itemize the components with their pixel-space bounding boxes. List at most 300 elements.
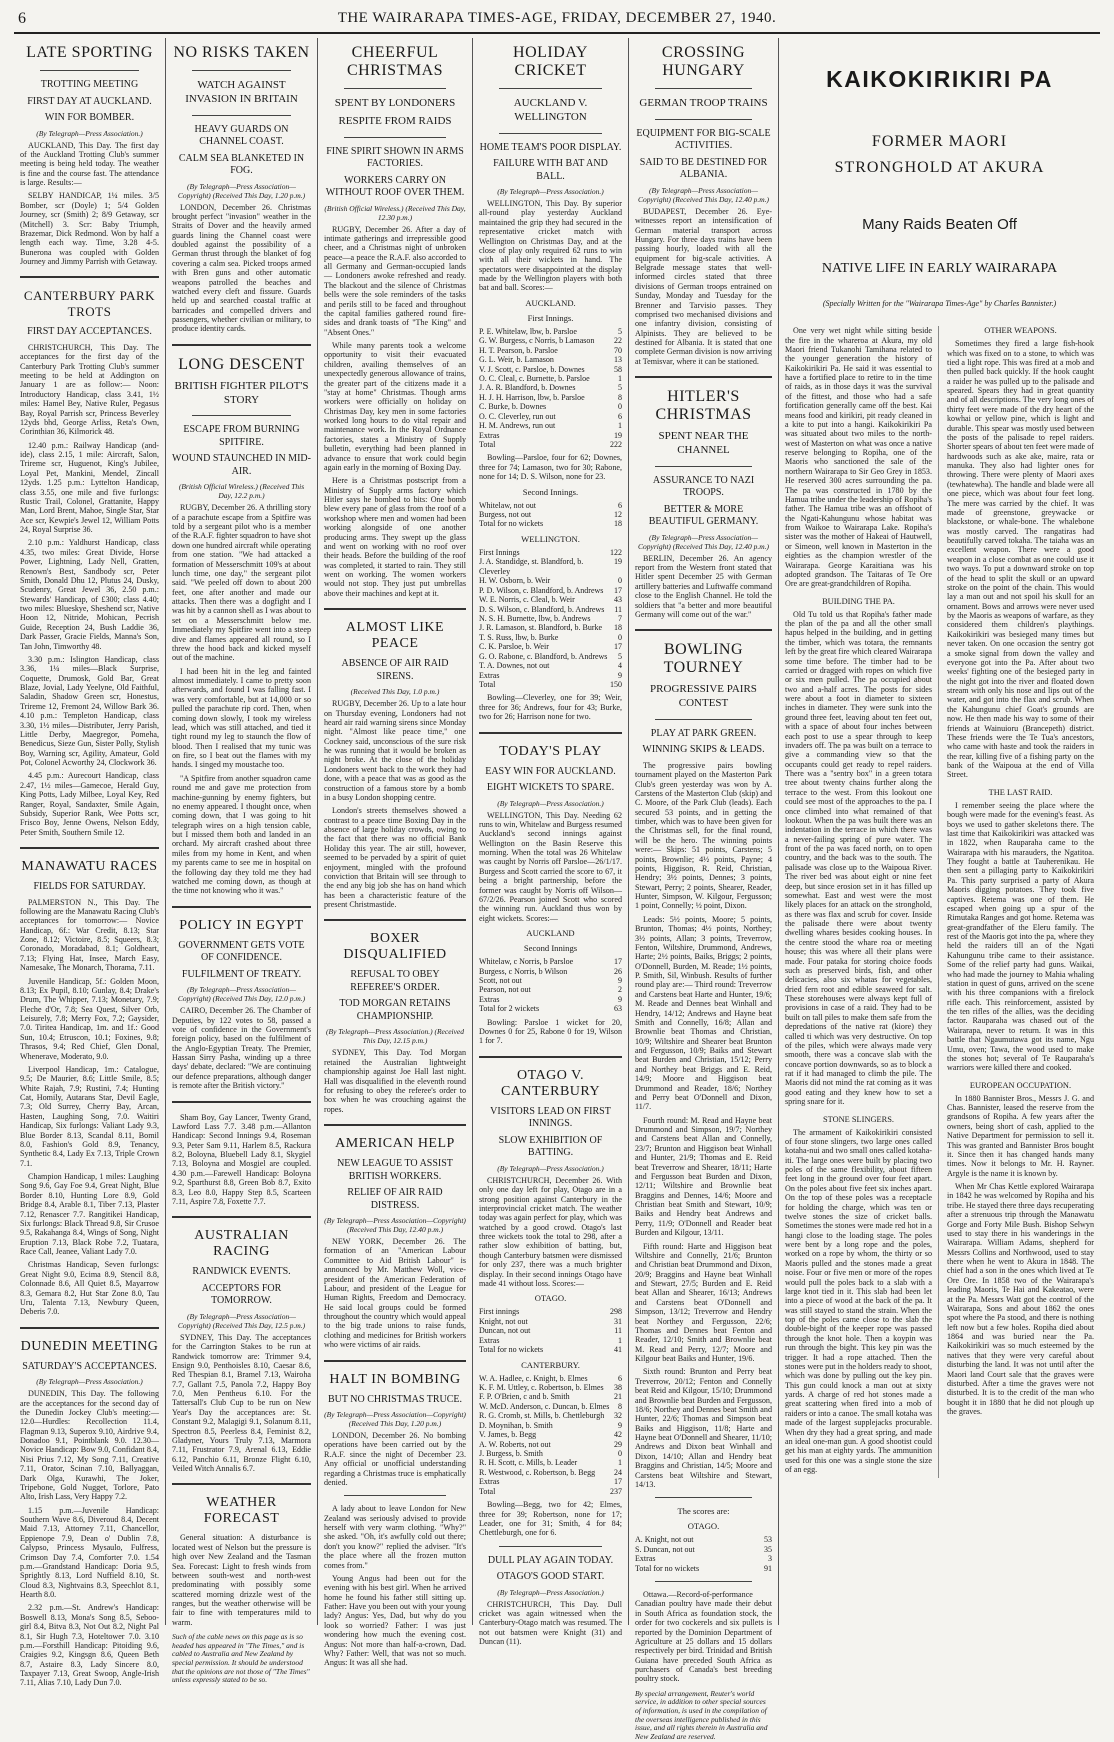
divider <box>324 1360 466 1362</box>
score-row <box>479 642 622 651</box>
newspaper-title: THE WAIRARAPA TIMES-AGE, FRIDAY, DECEMBER 27, 1940. <box>337 10 777 26</box>
subhead: REFUSAL TO OBEY REFEREE'S ORDER. <box>350 969 440 993</box>
wire-credit: (By Telegraph—Press Association.) (Received This Day, 12.15 p.m.) <box>325 1027 465 1046</box>
divider <box>635 629 772 631</box>
divider <box>172 1216 311 1218</box>
score-row <box>479 1430 622 1439</box>
subhead: GERMAN TROOP TRAINS <box>639 97 768 109</box>
score-value: 5 <box>618 383 622 393</box>
score-value: 29 <box>614 1439 622 1449</box>
score-value: 1 <box>618 1335 622 1345</box>
score-row <box>479 1458 622 1467</box>
footnote: By special arrangement, Reuter's world service, in addition to other special sources of information, is used in the compilation of the overseas intelligence published in this issue, and all rights therein in Australia and New Zealand are reserved. <box>635 1688 768 1741</box>
article-paragraph: Bowling—Parsloe, four for 62; Downes, three for 74; Lamason, two for 30; Rabone, none for 14; D. S. Wilson, none for 23. <box>479 453 622 482</box>
score-row <box>479 431 622 440</box>
score-value: 53 <box>764 1535 772 1545</box>
score-value: 9 <box>618 1420 622 1430</box>
innings-heading: Second Innings. <box>522 486 579 497</box>
subhead: HOME TEAM'S POOR DISPLAY. <box>479 141 622 153</box>
article-paragraph: BERLIN, December 26. An agency report from the Western front stated that Hitler spent December 25 with German artillery batteries and Luftwaffe command close to the English Channel. He told the soldiers that "a better and more beautiful Germany will come out of the war." <box>635 553 772 619</box>
column-holiday-cricket <box>473 38 629 1647</box>
score-value: 8 <box>618 392 622 402</box>
article-paragraph: CHRISTCHURCH, December 26. With only one day left for play, Otago are in a strong position against Canterbury in the interprovincial cricket match. The weather today was again perfect for play, which was watched by a good crowd. Otago's last three wickets took the total to 298, after a rather slow exhibition of batting, but, though Canterbury batsmen were dismissed for only 237, there was a much brighter display. In their second innings Otago have made 41 without loss. Scores:— <box>479 1175 622 1288</box>
score-name: P. D. Wilson, c. Blandford, b. Andrews <box>479 585 604 595</box>
section-heading: BUILDING THE PA. <box>822 596 895 606</box>
score-name: First Innings <box>479 547 520 557</box>
article-paragraph: Here is a Christmas postscript from a Ministry of Supply arms factory which Hitler says he bombed to bits: One bomb blew every pane of glass from the roof of a workshop where men and women had been working alongside of one another producing arms. They swept up the glass and went on working with no roof over their heads. Before the building of the roof was completed, it started to rain. They still went on working. The women workers would not stop. They just put umbrellas above their machines and kept at it. <box>324 476 466 598</box>
score-name: J. R. Lamason, st. Blandford, b. Burke <box>479 623 603 633</box>
score-row <box>479 1336 622 1345</box>
score-name: Burgess, not out <box>479 510 532 519</box>
score-name: Total for 2 wickets <box>479 1004 540 1014</box>
divider <box>655 1581 752 1582</box>
score-value: 41 <box>614 1345 622 1355</box>
score-name: O. C. Cleverley, run out <box>479 411 556 421</box>
headline-canterbury-park: CANTERBURY PARK TROTS <box>23 288 156 320</box>
article-paragraph: General situation: A disturbance is located west of Nelson but the pressure is high over New Zealand and the Tasman Sea. Forecast: Light to fresh winds from between south-west and north-west predominating with possibly some scattered morning drizzle west of the ranges, but the weather otherwise will be fair to fine with temperatures mild to warm. <box>172 1533 311 1627</box>
score-row <box>479 614 622 623</box>
subhead: RESPITE FROM RAIDS <box>338 114 452 127</box>
article-paragraph: Juvenile Handicap, 5f.: Golden Moon, 8.13; Ex Pupil, 8.10; Gunlay, 8.4; Drake's Drum, The Whipper, 7.13; Monetary, 7.9; Fleche d'Or, 7.8; Sea Quest, Silver Orb, Leisurely, 7.8; Merry Fox, 7.2; Gaysider, 7.0. Tiritea Handicap, 1m. and 1f.: Good Sun, 10.4; Etruscon, 10.1; Foxines, 9.8; Thrasos, 9.4; Red Chief, Glen Donal, Whenerave, Moderato, 9.0. <box>20 976 159 1061</box>
wire-credit: (By Telegraph—Press Association.) <box>36 128 143 138</box>
article-paragraph: RUGBY, December 26. Up to a late hour on Thursday evening, Londoners had not heard air raid warning sirens since Monday night. "Almost like peace time," one Cockney said, unconscious of the sure risk he was running that it would be broken as night broke. At the close of the holiday Londoners went back to the work they had done, with a peace that was as good as the construction of a famous store by a bomb in a busy London shopping centre. <box>324 699 466 802</box>
article-paragraph: DUNEDIN, This Day. The following are the acceptances for the second day of the Dunedin Jockey Club's meeting:— 12.0—Hurdles: Recollection 11.4, Flagman 9.13, Superox 9.10, Airdrive 9.4, Donadoo 9.1, Pointblank 9.0. 12.30—Novice Handicap: Bow 9.0, Confidant 8.4, Nisi Prius 7.12, My Song 7.11, Creative 7.11, Orator, Scinan 7.10, Ballyaggan, Dark Olga, Kurawhi, The Joker, Tripebone, Gold Nugget, Torlore, Pato Alto, Irish Lass, Very Happy 7.2. <box>20 1389 159 1502</box>
subhead: SLOW EXHIBITION OF BATTING. <box>498 1134 603 1159</box>
subhead: DULL PLAY AGAIN TODAY. <box>487 1554 614 1566</box>
subhead: FIRST DAY AT AUCKLAND. <box>27 95 152 107</box>
scorecard <box>479 548 622 690</box>
headline-kaikokirikiri-pa: KAIKOKIRIKIRI PA <box>826 66 1053 92</box>
article-paragraph: SELBY HANDICAP, 1¼ miles. 3/5 Bomber, scr (Doyle) 1; 5/4 Golden Journey, scr (Smith) 2; 8/9 Getaway, scr (Mitchell) 3. Scr: Baby Triumph, Brazemar, Dick Redmond. Won by half a length each way. Time, 3.28 4-5. Bunerona was coupled with Golden Journey and Jimmy Parrish with Getaway. <box>20 191 159 266</box>
divider <box>655 88 752 89</box>
score-value: 26 <box>614 966 622 976</box>
scorecard <box>479 501 622 529</box>
divider <box>192 415 291 416</box>
score-name: Extras <box>479 430 500 440</box>
score-value: 6 <box>618 411 622 421</box>
score-name: Duncan, not out <box>479 1326 531 1336</box>
score-row <box>479 1374 622 1383</box>
subhead: ESCAPE FROM BURNING SPITFIRE. <box>183 424 300 448</box>
score-value: 1 <box>618 373 622 383</box>
score-value: 1 <box>618 1458 622 1468</box>
scorecard <box>479 1307 622 1354</box>
article-paragraph: CHRISTCHURCH, This Day. The acceptances for the first day of the Canterbury Park Trotting Club's summer meeting to be held at Addington on January 1 are as follow:— Noon: Introductory Handicap, class 3.41, 1½ miles: Hamel Bey, Native Ruler, Pegasus Bay, Royal Parrish scr, Princess Beverley 12yds bhd, George Arliss, Reta's Own, Corinthian 36, Kilmorick 48. <box>20 342 159 437</box>
section-heading: OTHER WEAPONS. <box>984 326 1057 336</box>
wire-credit: (By Telegraph—Press Association—Copyright) (Received This Day, 12.0 p.m.) <box>177 985 306 1004</box>
score-row <box>479 1487 622 1496</box>
score-name: N. S. H. Burnette, lbw, b. Andrews <box>479 613 591 623</box>
headline-cheerful-christmas: CHEERFUL CHRISTMAS <box>346 44 444 79</box>
scorecard <box>635 1535 772 1573</box>
score-value: 17 <box>614 585 622 595</box>
article-paragraph: Liverpool Handicap, 1m.: Catalogue, 9.5; De Maurier, 8.6; Little Smile, 8.5; White Rajah, 7.9; Rustini, 7.4; Hunting Cat, Homily, Autarans Star, Devil Eagle, 7.3; Old Surrey, Cherry Bay, Arcan, Hasten, Laughing Song, 7.0. Waitiri Handicap, Six furlongs: Valiant Lady 9.3, Blue Border 8.13, Scandal 8.11, Bomil 8.0, Fashion's Gold 8.9, Tenancy, Synthetic 8.4, Lady Ex 7.13, Triple Crown 7.1. <box>20 1064 159 1168</box>
divider <box>655 1497 752 1498</box>
wire-credit: (By Telegraph—Press Association—Copyright) (Received This Day, 1.20 p.m.) <box>324 1410 466 1428</box>
score-row <box>479 355 622 364</box>
score-name: G. W. Burgess, c Norris, b Lamason <box>479 336 595 346</box>
score-value: 0 <box>618 576 622 586</box>
score-row <box>479 1477 622 1486</box>
score-row <box>479 346 622 355</box>
article-paragraph: Champion Handicap, 1 miles: Laughing Song 9.6, Gay Foe 9.4, Great Night, Blue Border 8.10, Hunting Lore 8.9, Gold Bridge 8.4, Arable 8.1, Tiber 7.13, Plaster 7.12, Renascer 7.7. Rangitikei Handicap, Six furlongs: Black Thread 9.8, Sir Crusoe 9.5, Rakahanga 8.4, Wings of Song, Night Eruption 7.13, Black Robe 7.2, Tuatara, Race Call, Jeanee, Valiant Lady 7.0. <box>20 1172 159 1256</box>
divider <box>20 847 159 849</box>
divider <box>499 133 602 134</box>
article-paragraph: Christmas Handicap, Seven furlongs: Great Night 9.0, Ecima 8.9, Stencil 8.8, Colonnade 8.6, All Quiet 8.5, Mayarrow 8.3, Gemara 8.2, Hut Star Zone 8.0, Tau Uru, Talenta 7.13, Newbury Queen, Deberis 7.0. <box>20 1260 159 1317</box>
score-row <box>479 327 622 336</box>
feature-body <box>785 326 1094 1478</box>
article-paragraph: CAIRO, December 26. The Chamber of Deputies, by 122 votes to 58, passed a vote of confidence in the Government's foreign policy, based on the fulfilment of the Anglo-Egyptian Treaty. The Premier, Hassan Sirry Pasha, winding up a three days' debate, declared: "We are continuing our defence preparations, although danger is remote after the British victory." <box>172 1006 311 1091</box>
score-value: 6 <box>618 1373 622 1383</box>
score-row <box>479 383 622 392</box>
article-paragraph: Bowling: Parsloe 1 wicket for 20, Downes 0 for 25, Rabone 0 for 19, Wilson 1 for 7. <box>479 1017 622 1046</box>
subhead: FAILURE WITH BAT AND BALL. <box>493 158 608 182</box>
score-value: 9 <box>618 975 622 985</box>
score-row <box>479 510 622 519</box>
subhead: BETTER & MORE BEAUTIFUL GERMANY. <box>648 503 759 528</box>
column-late-sporting <box>14 38 166 1688</box>
team-heading: OTAGO. <box>534 1293 567 1304</box>
page-number: 6 <box>18 10 27 27</box>
divider <box>635 376 772 378</box>
subhead: WIN FOR BOMBER. <box>44 112 135 123</box>
score-row <box>479 1307 622 1316</box>
divider <box>344 88 446 89</box>
subhead: AUCKLAND V. WELLINGTON <box>513 97 588 123</box>
subhead: EQUIPMENT FOR BIG-SCALE ACTIVITIES. <box>636 127 771 152</box>
scores-label: The scores are: <box>677 1506 730 1517</box>
subhead: PROGRESSIVE PAIRS CONTEST <box>650 683 757 709</box>
headline-policy-in-egypt: POLICY IN EGYPT <box>179 917 304 933</box>
headline-long-descent: LONG DESCENT <box>178 355 305 373</box>
score-value: 4 <box>618 661 622 671</box>
divider <box>192 70 291 71</box>
divider <box>192 115 291 116</box>
divider <box>40 70 139 71</box>
article-paragraph: 1.15 p.m.—Juvenile Handicap: Southern Wave 8.6, Diveroud 8.4, Decent Maid 7.13, Attorney 7.11, Chancellor, Eppienope 7.9, Dean o' Dublin 7.8, Calypso, Princess Mysaulo, Fulfress, Crimson Day 7.4, Comforter 7.0. 1.54 p.m.—Grandstand Handicap: Doria 9.5, Sprightly 8.13, Lord Nuffield 8.10, St. Cloud 8.3, Nightvains 8.3, Speechlot 8.1, Hearth 8.0. <box>20 1505 159 1599</box>
team-heading: AUCKLAND <box>526 928 575 939</box>
article-paragraph: One very wet night while sitting beside the fire in the whareroa at Akura, my old Maori friend Tukanohi Tamihana related to the younger generation the history of Kaikokirikiri Pa. He said it was essential to have a fortified place to retire to in the time of raids, as in those days it was the survival of the fittest, and those who had a safe fortification generally came off the best. Kai means food and kirikiri, pit ready cleaned in a kite to put into a hangi. Kaikokirikiri Pa was situated about two miles to the north-west of Masterton on what was once a native reserve belonging to Ropiha, one of the Maoris who sanctioned the sale of the northern Wairarapa to Sir Geo Grey in 1853. He reserved 300 acres surrounding the pa. The pa was constructed in 1780 by the Hamua tribe under the leadership of Ropiha's father. The Hamua tribe was an offshoot of the Ngati-Kahungunu whose habitat was from Waikoe to Wairarapa Lake. Ropiha's sister was the mother of Hakeai of Hautwell, or Simeon, well known in Masterton in the eighties as the champion wrestler of the Wairarapa. George Karaitiana was his adopted grandson. The Taitaras of Te Ore Ore are great-grandchildren of Ropiha. <box>785 326 932 589</box>
score-value: 38 <box>614 1382 622 1392</box>
article-paragraph: Bowling—Begg, two for 42; Elmes, three for 39; Robertson, none for 17; Leader, one for 31; Smith, 4 for 84; Chettleburgh, one for 6. <box>479 1500 622 1538</box>
score-value: 18 <box>614 519 622 529</box>
article-paragraph: NEW YORK, December 26. The formation of an "American Labour Committee to Aid British Labour" is announced by Mr. Matthew Woll, vice-president of the American Federation of Labour, and president of the League for Human Rights, Freedom and Democracy. He said local groups could be formed throughout the country which would appeal to the big trade unions to raise funds, clothing and medicines for British workers who were victims of air raids. <box>324 1237 466 1350</box>
score-row <box>479 652 622 661</box>
subhead: BRITISH FIGHTER PILOT'S STORY <box>174 379 309 406</box>
score-value: 0 <box>618 632 622 642</box>
score-value: 237 <box>610 1486 622 1496</box>
score-row <box>479 365 622 374</box>
article-paragraph: WELLINGTON, This Day. Needing 62 runs to win, Whitelaw and Burgess resumed Auckland's second innings against Wellington on the Basin Reserve this morning. When the total was 26 Whitelaw was caught by Norris off Parsloe—26/1/17. Burgess and Scott carried the score to 67, it being a bright partnership, before the former was caught by Norris off Wilson—67/2/26. Pearson joined Scott who scored the winning run. Auckland thus won by eight wickets. Scores:— <box>479 810 622 923</box>
article-paragraph: While many parents took a welcome opportunity to visit their evacuated children, availing themselves of an unexpectedly generous allowance of trains, the greater part of the citizens made it a "stay at home" Christmas. Though arms workers were officially on holiday on Christmas Day, key men in some factories worked long hours to do vital repair and maintenance work. In the Royal Ordnance factories, states a Ministry of Supply bulletin, everything had been planned in advance to ensure that work could begin again early in the morning of Boxing Day. <box>324 341 466 472</box>
score-row <box>479 393 622 402</box>
headline-australian-racing: AUSTRALIAN RACING <box>194 1228 289 1260</box>
article-paragraph: PALMERSTON N., This Day. The following are the Manawatu Racing Club's acceptances for tomorrow:— Novice Handicap, 6f.: War Credit, 8.13; Star Zone, 8.12; Victoire, 8.5; Squeers, 8.3; Coronado, Moradabad, 8.1; Goldheart, 7.13; Flying Hat, Insee, March Easy, Namesake, The Monarch, Thorama, 7.11. <box>20 897 159 973</box>
score-row <box>635 1535 772 1544</box>
score-value: 11 <box>614 1326 622 1336</box>
headline-many-raids: Many Raids Beaten Off <box>862 216 1017 234</box>
article-paragraph: SYDNEY, This Day. Tod Morgan retained the Australian lightweight championship against Joe Hall last night. Hall was disqualified in the eleventh round for refusing to obey the referee's order to box when he was crouching against the ropes. <box>324 1048 466 1114</box>
score-row <box>479 995 622 1004</box>
subhead: NEW LEAGUE TO ASSIST BRITISH WORKERS. <box>337 1158 453 1182</box>
article-paragraph: RUGBY, December 26. A thrilling story of a parachute escape from a Spitfire was told by a sergeant pilot who is a member of the R.A.F. fighter squadron to have shot down one hundred aircraft while operating from one station. "We had attacked a formation of Messerschmitt 109's at about lunch time, one day," the sergeant pilot said. "We peeled off down to about 200 feet, one after another and made our attacks. Then there was a dogfight and I was hit by a cannon shell as I was about to set on a Messerschmitt below me. Immediately my Spitfire went into a steep dive and flames appeared all round, so I threw the hood back and kicked myself out of the machine. <box>172 503 311 663</box>
score-row <box>479 501 622 510</box>
score-name: Extras <box>635 1554 656 1564</box>
score-value: 9 <box>618 670 622 680</box>
score-value: 11 <box>614 604 622 614</box>
score-name: J. A. R. Blandford, b. Downes <box>479 383 576 393</box>
headline-american-help: AMERICAN HELP <box>335 1136 455 1151</box>
score-row <box>479 976 622 985</box>
score-row <box>479 1440 622 1449</box>
score-value: 1 <box>618 421 622 431</box>
score-value: 9 <box>618 994 622 1004</box>
score-name: Total <box>479 680 496 689</box>
team-heading: AUCKLAND. <box>525 297 576 308</box>
headline-boxer-disqualified: BOXER DISQUALIFIED <box>343 931 447 963</box>
score-row <box>479 633 622 642</box>
wire-credit: (By Telegraph—Press Association—Copyright) (Received This Day, 12.40 p.m.) <box>324 1216 466 1234</box>
score-value: 43 <box>614 595 622 605</box>
score-row <box>479 440 622 449</box>
wire-credit: (British Official Wireless.) (Received This Day, 12.30 p.m.) <box>324 203 466 222</box>
divider <box>172 1483 311 1485</box>
score-row <box>479 623 622 632</box>
headline-holiday-cricket: HOLIDAY CRICKET <box>513 44 588 79</box>
subhead: SPENT NEAR THE CHANNEL <box>658 430 749 456</box>
divider <box>655 119 752 120</box>
score-value: 8 <box>618 1401 622 1411</box>
subhead: FIRST DAY ACCEPTANCES. <box>27 326 152 338</box>
scorecard <box>479 957 622 1014</box>
score-name: Scott, not out <box>479 975 522 985</box>
score-row <box>479 402 622 411</box>
score-name: W. E. Norris, c. Cleal, b. Weir <box>479 595 575 605</box>
score-row <box>479 605 622 614</box>
score-value: 91 <box>764 1563 772 1573</box>
score-name: R. G. Cromb, st. Mills, b. Chettleburgh <box>479 1411 605 1421</box>
score-value: 42 <box>614 1430 622 1440</box>
score-name: Extras <box>479 1477 500 1487</box>
score-name: G. L. Weir, b. Lamason <box>479 355 554 365</box>
score-value: 31 <box>614 1316 622 1326</box>
article-paragraph: CHRISTCHURCH, This Day. Dull cricket was again witnessed when the Canterbury-Otago match was resumed. The not out batsmen were Knight (31) and Duncan (11). <box>479 1599 622 1647</box>
score-value: 17 <box>614 642 622 652</box>
score-row <box>479 1449 622 1458</box>
article-paragraph: LONDON, December 26. No bombing operations have been carried out by the R.A.F. since the night of December 23. Any official or unofficial understanding regarding a Christmas truce is emphatically denied. <box>324 1431 466 1487</box>
score-name: Extras <box>479 994 500 1004</box>
wire-credit: (By Telegraph—Press Association—Copyright) (Received This Day, 1.20 p.m.) <box>177 181 306 200</box>
section-heading: STONE SLINGERS. <box>822 1114 895 1124</box>
score-row <box>479 1402 622 1411</box>
score-row <box>479 1392 622 1401</box>
article-paragraph: Bowling—Cleverley, one for 39; Weir, three for 36; Andrews, four for 43; Burke, two for 26; Harrison none for two. <box>479 693 622 722</box>
team-heading: CANTERBURY. <box>521 1359 580 1370</box>
article-paragraph: 2.10 p.m.: Yaldhurst Handicap, class 4.35, two miles: Great Divide, Horse Power, Lightning, Lady Nell, Gratten, Renown's Best, Sandbody scr, Peter Smith, Donald Dhu 12, Plutus 24, Dusky, Scudenry, Great Jewel 36, 2.50 p.m.: Stewards' Handicap, of £300; class 4.40; two miles: Blueskye, Sheshend scr, Native Hoon 12, Nitride, Mohican, Pecrish Guide, Reception 24, Bush Laddie 36, Dark Passer, Gracie Fields, Manna's Son, Tan John, Timworthy 48. <box>20 538 159 651</box>
score-value: 19 <box>614 557 622 567</box>
score-name: V. James, b. Begg <box>479 1430 537 1440</box>
divider <box>324 1124 466 1126</box>
divider <box>655 719 752 720</box>
column-kaikokirikiri-pa <box>779 38 1100 1625</box>
score-name: R. H. Scott, c. Mills, b. Leader <box>479 1458 578 1468</box>
score-name: F. P. O'Brien, c and b. Smith <box>479 1392 570 1402</box>
subhead: TROTTING MEETING <box>40 79 139 90</box>
divider <box>20 1327 159 1329</box>
score-row <box>479 985 622 994</box>
article-paragraph: Sometimes they fired a large fish-hook which was fixed on to a stone, to which was tied a light rope. This was fired at a mob and then pulled back quickly. If the hook caught a raider he was pulled up to the palisade and speared. Spears they had in great quantity and of all descriptions. The very long ones of thirty feet were made of the dry heart of the kowhai or yellow pine, which is light and durable. This spear was mostly used between the posts of the palisade to repel raiders. Shorter spears of about ten feet were made of hardwoods such as ake ake, maire, rata or manuka. They also had lighter ones for throwing. There were plenty of Maori axes (tewhatewha). The handle and blade were all one piece, which was about four feet long. The mere was carried by the chief. It was made of greenstone, greywacke or blackstone, or whale-bone. The whalebone was mostly carved. The rangatiras had beautifully carved tokaha. The taiaha was an excellent weapon. There were a good weapon in a close combat as one could use it two ways. To put a downward stroke on top of the head to split the skull or an upward stroke on the point of the chain. This would lay a man out and not spoil his skull for an ornament. Bows and arrows were never used by the Maoris as weapons of warfare, as they considered them children's playthings. Kaikokirikiri was besieged many times but never taken. On one occasion the sentry got a smoke signal from down the valley and everyone got into the Pa. After about two weeks' fighting one of the besieged party in the night got into the river and floated down stream with only his nose and lips out of the water, and got into the flax and scrub. When the Kahungunu chief Goat's grounds are now. He then made his way to some of their friends at Wainuioru (Brancepeth) district. These friends were the Te Tua's ancestors, who came with haste and took the raiders in the rear, killing five of a fishing party on the bank of the Waipoua at the end of Villa Street. <box>947 339 1094 780</box>
score-name: K. F. M. Uttley, c. Robertson, b. Elmes <box>479 1382 604 1392</box>
headline-native-life: NATIVE LIFE IN EARLY WAIRARAPA <box>821 261 1058 277</box>
article-paragraph: Fourth round: M. Read and Hayne beat Drummond and Simpson, 19/7; Northey and Carstens beat Allan and Connelly, 23/7; Brunton and Higgison beat Winhall and Hunter, 21/9; Thomas and E. Reid beat Treverrow and Shearer, 18/11; Harte and Fergusson beat Burden and Dixon, 12/11; Wiltshire and Brownlie beat Braggins and Dennes, 14/6; Moore and Christian beat Smith and Stewart, 10/9; Baiks and Hendry beat Andrews and Perry, 11/9; O'Donnell and Reader beat Burden and Kilgour, 13/11. <box>635 1115 772 1238</box>
article-paragraph: Leads: 5½ points, Moore; 5 points, Brunton, Thomas; 4½ points, Northey; 3½ points, Allan; 3 points, Treverrow, Fenton, Wiltshire, Drummond, Andrews, Harte; 2½ points, Baiks, Briggs; 2 points, O'Donnell, Burden, M. Reade; 1½ points, P. Smith, Sil, Winbush. Results of further round play are:— Third round: Treverrow and Carstens beat Harte and Hunter, 19/6; M. Reade and Dennes beat Winhall and Hendry, 14/12; Andrews and Hayne beat Smith and Connelly, 16/8; Allan and Brownlie beat Thomas and Christian, 10/9; Wiltshire and Shearer beat Brunton and Fergusson, 10/9; Baiks and Stewart beat Burden and Christian, 15/12; Perry and Northey beat Briggs and E. Reid, 14/9; Moore and Higgison beat Drummond and Reader, 18/6; Northey and Perry beat O'Donnell and Dixon, 11/7. <box>635 914 772 1112</box>
score-value: 17 <box>614 957 622 967</box>
score-value: 0 <box>618 402 622 412</box>
column-no-risks-taken <box>166 38 318 1685</box>
subhead: RELIEF OF AIR RAID DISTRESS. <box>347 1187 443 1211</box>
divider <box>655 466 752 467</box>
wire-credit: (By Telegraph—Press Association—Copyright) (Received This Day, 12.40 p.m.) <box>637 532 769 551</box>
score-row <box>479 548 622 557</box>
score-name: Total for no wickets <box>635 1563 700 1573</box>
score-name: H. J. H. Harrison, lbw, b. Parsloe <box>479 392 585 402</box>
subhead: WATCH AGAINST INVASION IN BRITAIN <box>185 79 298 105</box>
score-name: H. W. Osborn, b. Weir <box>479 576 551 586</box>
article-paragraph: London's streets themselves showed a contrast to a peace time Boxing Day in the absence of large holiday crowds, owing to the fact that there was no official Bank Holiday this year. The air still, however, seemed to be pervaded by a spirit of quiet enjoyment, mingled with the profound conviction that Britain will see through to the end any big job she has on hand which has been a characteristic feature of the present Christmastide. <box>324 806 466 909</box>
subhead: PLAY AT PARK GREEN. <box>650 727 757 739</box>
article-paragraph: When Mr Chas Kettle explored Wairarapa in 1842 he was welcomed by Ropiha and his tribe. He stayed there three days recuperating after a strenuous trip through the Manawatu Gorge and Forty Mile Bush. Bishop Selwyn used to stay there in his wanderings in the Wairarapa. William Adams, shepherd for Messrs Collins and Northwood, used to stay there when he went to Akura in 1848. The chief had a son in the ones which lived at Te Ore Ore. In 1858 two of the Wairarapa's leading Maoris, Te Hai and Kakeatao, were at the Pa. Messrs Watt got the control of the Wairarapa, Sons and about 1862 the ones spot where the Pa stood, and there is nothing left now but a few holes. Ropiha died about 1864 and was buried near the Pa. Kaikokirikiri was so much esteemed by the natives that they were very careful about disturbing the land. It was not until after the Maori land Court sale that the graves were disturbed. After a time the graves were not disturbed. It is to the credit of the man who bought it in 1880 that he did not plough up the graves. <box>947 1182 1094 1417</box>
score-row <box>635 1554 772 1563</box>
score-row <box>479 1421 622 1430</box>
article-paragraph: The progressive pairs bowling tournament played on the Masterton Park Club's green yesterday was won by A. Carstens of the Masterton Club (skip) and C. Moore, of the Park Club (leads). Each secured 53 points, and in getting the timber, which was to have been given for the Christmas sell, for the final round, will be the hero. The winning points were:— Skips: 51 points, Carstens; 5 points, Brownlie; 4½ points, Payne; 4 points, Higgison, R. Reid, Christian, Hendry; 3½ points, Dennes; 3 points, Stewart, Perry; 2 points, Shearer, Reader, Hunter, Simpson, W. Kilgour, Fergusson; 1 point, Connelly; ½ point, Dixon. <box>635 760 772 911</box>
wire-credit: (Received This Day, 1.0 p.m.) <box>350 687 440 697</box>
score-row <box>479 336 622 345</box>
subhead: SATURDAY'S ACCEPTANCES. <box>22 1360 157 1372</box>
section-heading: THE LAST RAID. <box>988 787 1053 797</box>
headline-todays-play: TODAY'S PLAY <box>499 743 602 759</box>
article-paragraph: Sixth round: Brunton and Perry beat Treverrow, 20/12; Fenton and Connelly beat Reid and Kilgour, 15/10; Drummond and Brownlie beat Burden and Fergusson, 18/6; Northey and Dennes beat Smith and Hunter, 22/6; Thomas and Simpson beat Baiks and Higgison, 11/8; Harte and Hayne beat O'Donnell and Shearer, 11/10; Andrews and Dixon beat Winhall and Dixon, 14/10; Allan and Hendry beat Braggins and Christian, 14/5; Moore and Carstens beat Wiltshire and Stewart, 14/13. <box>635 1367 772 1489</box>
score-name: Knight, not out <box>479 1316 528 1326</box>
subhead: FINE SPIRIT SHOWN IN ARMS FACTORIES. <box>326 145 464 169</box>
score-name: D. S. Wilson, c. Blandford, b. Andrews <box>479 604 605 614</box>
article-paragraph: AUCKLAND, This Day. The first day of the Auckland Trotting Club's summer meeting is being held today. The weather is fine and the course fast. The attendance is large. Results:— <box>20 140 159 187</box>
score-value: 58 <box>614 364 622 374</box>
score-row <box>479 967 622 976</box>
score-value: 7 <box>618 613 622 623</box>
score-name: J. A. Standidge, st. Blandford, b. Cleverley <box>479 557 584 576</box>
wire-credit: (British Official Wireless.) (Received This Day, 12.2 p.m.) <box>178 482 305 501</box>
score-value: 2 <box>618 985 622 995</box>
divider <box>479 1056 622 1058</box>
score-row <box>635 1564 772 1573</box>
column-crossing-hungary <box>629 38 779 1741</box>
subhead: EASY WIN FOR AUCKLAND. <box>485 765 616 777</box>
divider <box>344 1495 446 1496</box>
subhead: WOUND STAUNCHED IN MID-AIR. <box>172 453 311 477</box>
score-row <box>479 671 622 680</box>
score-name: S. Duncan, not out <box>635 1544 695 1554</box>
wire-credit: (By Telegraph—Press Association.) <box>36 1377 143 1387</box>
score-row <box>479 586 622 595</box>
score-row <box>635 1545 772 1554</box>
article-paragraph: The armament of Kaikokirikiri consisted of four stone slingers, two large ones called kotaha-nui and two small ones called kotaha-iti. The large ones were built by placing two poles of the same flexibility, about fifteen feet long in the ground over four feet apart. On the poles about five feet six inches apart. On the top of these poles was a receptacle for holding the charge, which was ten or twelve stones the size of cricket balls. Sometimes the stones were made red hot in a hangi close to the loading stage. The poles were bent by a long rope and the poles, worked on a rope by whom, the thirty or so Maoris pulled and the stones made a great noise. Four or five men or more of the ropes would pull the poles back to a slab with a large knot tied in it. This slab had been let into a piece of wood at the back of the pa. It was still stayed to stand the strain. When the top of the poles came close to the slab the double-bight of the keeper rope was passed through the knot hole. Then a koypin was run through the bight. This key pin was the trigger. It had a rope attached. Then the stones were put in the holders ready to shoot, which was done by pulling out the key pin. This gun could knock a man out at sixty yards. A charge of red hot stones made a great scattering when fired into a mob of raiders or into a canoe. The small kotaha was made of the largest supplejacks procurable. When dry they had a great spring, and made an ideal one-man gun. A good shootist could get his man at eighty yards. The ammunition used for this one was a single stone the size of an egg. <box>785 1127 932 1475</box>
score-name: Whitelaw, not out <box>479 500 537 510</box>
headline-late-sporting: LATE SPORTING <box>26 44 153 61</box>
score-row <box>479 1468 622 1477</box>
subhead: SAID TO BE DESTINED FOR ALBANIA. <box>639 156 768 181</box>
article-paragraph: 12.40 p.m.: Railway Handicap (and-ide), class 2.15, 1 mile: Aircraft, Salon, Trireme scr, Huguenot, King's Jubilee, Loyal Pet, Mankini, Mendel, Zincall 12yds. 1.25 p.m.: Lyttelton Handicap, class 3.55, one mile and five furlongs: Rustic Trail, Colonel, Grattanite, Happy Man, Lord Brent, Mahoe, Single Star, Star Ace scr, Kewpie's Jewel 12, William Potts 24, Royal Surprise 36. <box>20 440 159 534</box>
headline-manawatu-races: MANAWATU RACES <box>21 859 158 874</box>
article-paragraph: In 1880 Bannister Bros., Messrs J. G. and Chas. Bannister, leased the reserve from the grandsons of Ropiha. A few years after the owners, being short of cash, applied to the Native Department for permission to sell it. This was granted and Bannister Bros bought it. Since then it has changed hands many times. Now it belongs to Mr. H. Rayner. Argyle is the name it is known by. <box>947 1093 1094 1178</box>
wire-credit: (By Telegraph—Press Association—Copyright) (Received This Day, 12.40 p.m.) <box>637 185 769 204</box>
score-value: 17 <box>614 1477 622 1487</box>
masthead <box>14 8 1100 34</box>
score-name: H. T. Pearson, b. Parsloe <box>479 345 558 355</box>
score-name: Total <box>479 440 496 449</box>
score-value: 0 <box>618 1449 622 1458</box>
subhead: ASSURANCE TO NAZI TROOPS. <box>652 474 755 499</box>
score-value: 5 <box>618 651 622 661</box>
headline-hitlers-christmas: HITLER'S CHRISTMAS <box>655 388 752 424</box>
score-name: First innings <box>479 1307 520 1317</box>
article-paragraph: Old Tu told us that Ropiha's father made the plan of the pa and all the other small hapus helped in the building, and in getting the timber, which was totara, the remnants left by the great fire which cleared Wairarapa some time before. The timber had to be carried or dragged with ropes on which five or six men pulled. The pa occupied about two and a-half acres. The posts for sides were about a foot in diameter to sixteen inches in diameter. They were sunk into the ground three feet, leaving about ten feet out, with a space of about four inches between each post to use a spear through to keep invaders off. The pa was built on a terrace to give a commanding view so that the occupants could get ready to repel raiders. There was a "sentry box" in a green totara tree about twenty chains further along the terrace to the west. From this lookout one could see most of the approaches to the pa. I once climbed into what remained of that lookout. When the pa was built there was an indentation in the terrace in which there was a never-failing spring of pure water. The front of the pa was faced north, on to open country, and the back was to the south. The palisade was close up to the Waipoua River. The river bed was about eight or nine feet deep, but since erosion set in it has filled up somewhat. East and west were the most likely places for an attack on the stronghold, as there was flax and scrub for cover. Inside the palisade there were about twenty dwelling whares besides cooking houses. In the centre stood the whare roa or meeting house; this was where all their plans were made. Four pataka for storing choice foods such as preserved birds, fish, and other delicacies, also six whatas for vegetables, dried fern root and edible seaweed for salt. These storehouses were always kept full of provisions in case of a raid. They had to be built on tall piles to make them safe from the depredations of the native rat (kiore) they called ti which was very destructive. On top of the piles, which were always made very smooth, there was a concave slab with the concave portion downwards, so as to block a rat if it had managed to climb the pile. The Maoris did not mind the rat coming as it was good eating and they knew how to set a spring snare for it. <box>785 609 932 1107</box>
score-value: 63 <box>614 1004 622 1014</box>
subhead: SPENT BY LONDONERS <box>334 97 456 109</box>
article-paragraph: 3.30 p.m.: Islington Handicap, class 3.36, 1¼ miles—Black Surprise, Coquette, Drumosk, Gold Bar, Great Blaze, Jovial, Lady Yeelyne, Old Faithful, Saladin, Shadow Green scr, Honestus, Trireme 12, Fremont 24, Willow Bark 36. 4.10 p.m.: Templeton Handicap, class 3.30, 1½ miles—Distributer, Jerry Parish, Little Derby, Maegregor, Pomeha, Benedicus, Sieze Gun, Sister Polly, Stylish Boy, Warning scr, Agility, Amateur, Gold Pot, Colonel Acworthy 24, Clockwork 36. <box>20 654 159 767</box>
article-paragraph: Young Angus had been out for the evening with his best girl. When he arrived home he found his father still sitting up. Father: Have you been out with your young lady? Angus: Yes, Dad, but why do you look so worried? Father: I was just wondering how much the evening cost. Angus: Not more than half-a-crown, Dad. Why? Father: Well, that was not so much. Angus: It was all she had. <box>324 1573 466 1668</box>
article-paragraph: I had been hit in the leg and fainted almost immediately. I came to pretty soon afterwards, and found I was falling fast. I was very comfortable, but at 14,000 or so pulled the parachute rip cord. Then, when coming down slowly, I took my wireless lead, which was still attached, and tied it tight round my leg to staunch the flow of blood. Then I realised that my tunic was on fire, so I beat out the flames with my hands. I singed my moustache too. <box>172 666 311 770</box>
score-value: 21 <box>614 1392 622 1402</box>
score-name: P. E. Whitelaw, lbw, b. Parsloe <box>479 326 577 336</box>
score-name: H. M. Andrews, run out <box>479 421 556 431</box>
score-name: Extras <box>479 670 500 680</box>
score-value: 19 <box>614 430 622 440</box>
score-name: T. S. Russ, lbw, b. Burke <box>479 632 559 642</box>
feature-left-column <box>785 326 939 1478</box>
divider <box>499 1546 602 1547</box>
score-name: J. Burgess, b. Smith <box>479 1449 543 1458</box>
divider <box>324 919 466 921</box>
article-paragraph: Ottawa.—Record-of-performance Canadian poultry have made their debut in South Africa as foundation stock, the order for two cockerels and six pullets is reported by the Dominion Department of Agriculture at 25 dollars and 15 dollars respectively per bird. Trinidad and British Guiana have preceded South Africa as purchasers of Canada's best breeding poultry stock. <box>635 1590 772 1684</box>
scorecard <box>479 327 622 450</box>
score-row <box>479 421 622 430</box>
wire-credit: (By Telegraph—Press Association—Copyright) (Received This Day, 12.5 p.m.) <box>177 1311 306 1330</box>
subhead: OTAGO'S GOOD START. <box>496 1571 605 1583</box>
subhead: WORKERS CARRY ON WITHOUT ROOF OVER THEM. <box>325 174 465 198</box>
wire-credit: (By Telegraph—Press Association.) <box>497 1163 604 1173</box>
score-value: 3 <box>768 1554 772 1564</box>
score-row <box>479 1326 622 1335</box>
team-heading: WELLINGTON. <box>521 533 580 544</box>
score-name: Burgess, c Norris, b Wilson <box>479 966 568 976</box>
article-paragraph: SYDNEY, This Day. The acceptances for the Carrington Stakes to be run at Randwick tomorrow are: Trimmer 9.4, Ensign 9.0, Penthoisles 8.10, Caesar 8.6, Red Thespian 8.1, Bramel 7.13, Wairoha 7.7, Gallant 7.5, Panola 7.2, Happy Boy 7.0, Men Pentheus 6.10. For the Tattersall's Club Cup to be run on New Year's Day the acceptances are: St. Constant 9.2, Malagigi 9.1, Solanum 8.11, Spectron 8.5, Peerless 8.4, Feminist 8.2, Gladyner, Yours Truly 7.13, Marmora 7.11, Frustrator 7.9, Arenal 6.13, Eddie 6.12, Panchio 6.11, Bronze Flight 6.10, Veiled Witch Annalis 6.7. <box>172 1332 311 1473</box>
headline-almost-like-peace: ALMOST LIKE PEACE <box>345 620 445 652</box>
score-row <box>479 1317 622 1326</box>
subhead: ABSENCE OF AIR RAID SIRENS. <box>341 658 449 682</box>
score-name: D. Moynihan, b. Smith <box>479 1420 553 1430</box>
score-name: Pearson, not out <box>479 985 531 995</box>
score-row <box>479 957 622 966</box>
score-value: 150 <box>610 680 622 689</box>
score-row <box>479 661 622 670</box>
score-name: V. J. Scott, c. Parsloe, b. Downes <box>479 364 585 374</box>
wire-credit: (By Telegraph—Press Association.) <box>497 798 604 808</box>
headline-weather-forecast: WEATHER FORECAST <box>203 1495 280 1527</box>
headline-no-risks-taken: NO RISKS TAKEN <box>173 44 310 61</box>
score-value: 13 <box>614 355 622 365</box>
article-paragraph: BUDAPEST, December 26. Eye-witnesses report an intensification of German material transport across Hungary. For three days trains have been passing hourly, loaded with all the equipment for big-scale activities. A Belgrade message states that well-informed circles stated that three divisions of German troops entrained on Sunday, Monday and Tuesday for the Brenner and Tarvisio passes. They comprised two mechanised divisions and one infantry division, consisting of Alpinists. They are believed to be destined for Albania. It is stated that one complete German division is now arriving at Temisvar, where it can be stationed. <box>635 206 772 366</box>
score-row <box>479 576 622 585</box>
